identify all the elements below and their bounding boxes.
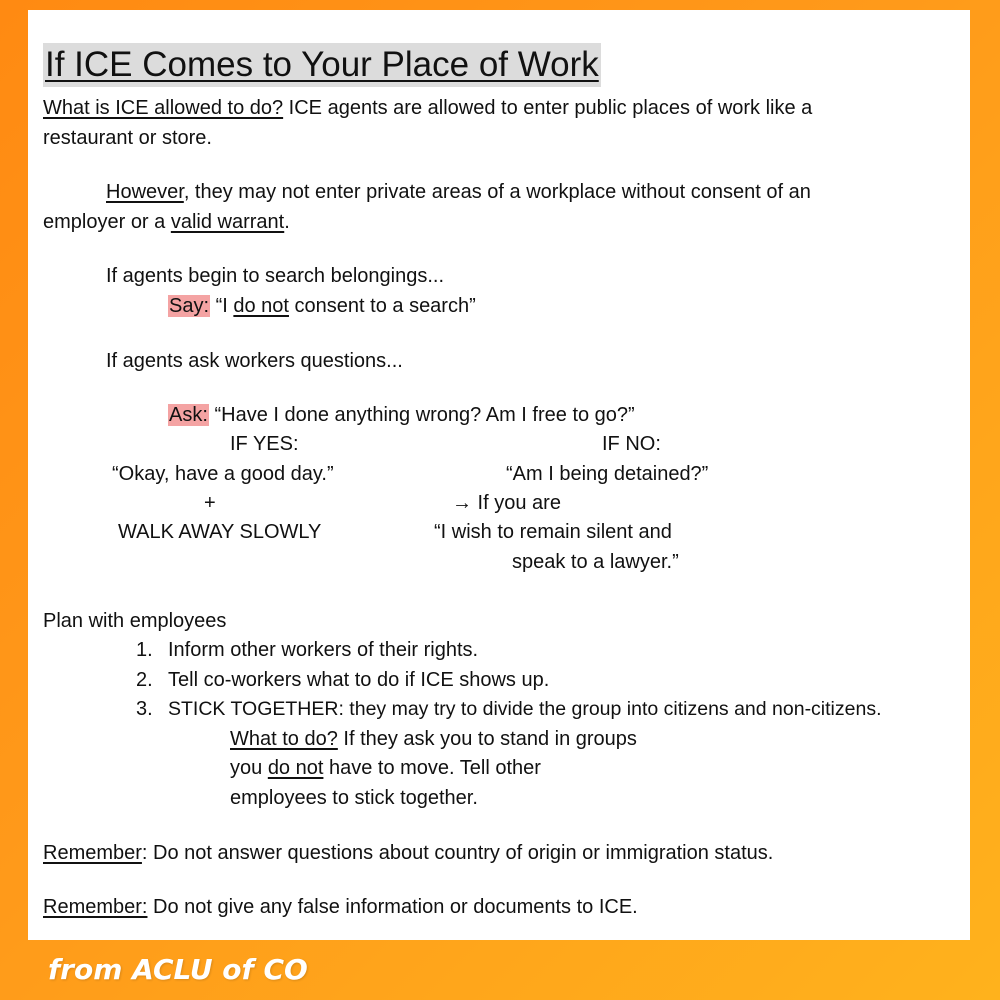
silent-line2: speak to a lawyer.”: [512, 551, 679, 573]
if-no-label: IF NO:: [602, 433, 661, 455]
say-quote-close: consent to a search”: [288, 295, 476, 317]
however-line2-prefix: employer or a: [43, 211, 171, 233]
no-reply: “Am I being detained?”: [506, 463, 709, 485]
plan-item-2-num: 2.: [136, 669, 153, 691]
do-not-move-line: [230, 756, 541, 780]
you-prefix: you: [230, 757, 268, 779]
however-rest: , they may not enter private areas of a workplace without consent of an: [183, 181, 811, 203]
plus-sign: +: [204, 492, 216, 514]
ask-label: Ask:: [169, 404, 208, 426]
remember-origin: [43, 841, 773, 865]
say-label: Say:: [169, 295, 210, 317]
plan-heading: Plan with employees: [43, 610, 227, 632]
plan-item-1-num: 1.: [136, 639, 153, 661]
however-line2-suffix: .: [284, 211, 290, 233]
however-word: However: [106, 181, 184, 203]
allowed-paragraph-line1: [43, 96, 812, 120]
yes-reply: “Okay, have a good day.”: [112, 463, 334, 485]
search-intro: If agents begin to search belongings...: [106, 265, 445, 287]
remember-text-2: Do not give any false information or documents to ICE.: [147, 896, 638, 918]
say-quote-open: “I: [210, 295, 234, 317]
remember-false-info: [43, 895, 638, 919]
if-you-are: → If you are: [452, 492, 561, 514]
remember-text-1: : Do not answer questions about country of origin or immigration status.: [141, 842, 774, 864]
say-line: [168, 294, 476, 318]
source-credit: from ACLU of CO: [48, 953, 308, 986]
if-yes-label: IF YES:: [230, 433, 299, 455]
plan-item-3: STICK TOGETHER: they may try to divide the group into citizens and non-citizens.: [168, 698, 882, 720]
remember-label-2: Remember:: [43, 896, 148, 918]
walk-away-slowly: WALK AWAY SLOWLY: [118, 521, 322, 543]
however-paragraph-line2: [43, 210, 290, 234]
what-to-do-line: [230, 727, 637, 751]
silent-line1: “I wish to remain silent and: [434, 521, 672, 543]
allowed-paragraph-line2: restaurant or store.: [43, 127, 212, 149]
questions-intro: If agents ask workers questions...: [106, 350, 403, 372]
allowed-question: What is ICE allowed to do?: [43, 97, 284, 119]
plan-item-2: Tell co-workers what to do if ICE shows up.: [168, 669, 550, 691]
allowed-answer: ICE agents are allowed to enter public places of work like a: [283, 97, 813, 119]
however-paragraph-line1: [106, 180, 811, 204]
valid-warrant-text: valid warrant: [170, 211, 285, 233]
what-to-do-rest: If they ask you to stand in groups: [337, 728, 637, 750]
say-do-not: do not: [233, 295, 289, 317]
ask-text: “Have I done anything wrong? Am I free to go?”: [208, 404, 635, 426]
page-title: If ICE Comes to Your Place of Work: [43, 43, 601, 87]
you-rest: have to move. Tell other: [323, 757, 541, 779]
remember-label-1: Remember: [43, 842, 142, 864]
plan-item-1: Inform other workers of their rights.: [168, 639, 479, 661]
plan-item-3-num: 3.: [136, 698, 153, 720]
ask-line: [168, 403, 635, 427]
stick-together-line: employees to stick together.: [230, 787, 478, 809]
plan-do-not: do not: [267, 757, 324, 779]
document-page: [28, 10, 970, 940]
what-to-do-label: What to do?: [230, 728, 338, 750]
